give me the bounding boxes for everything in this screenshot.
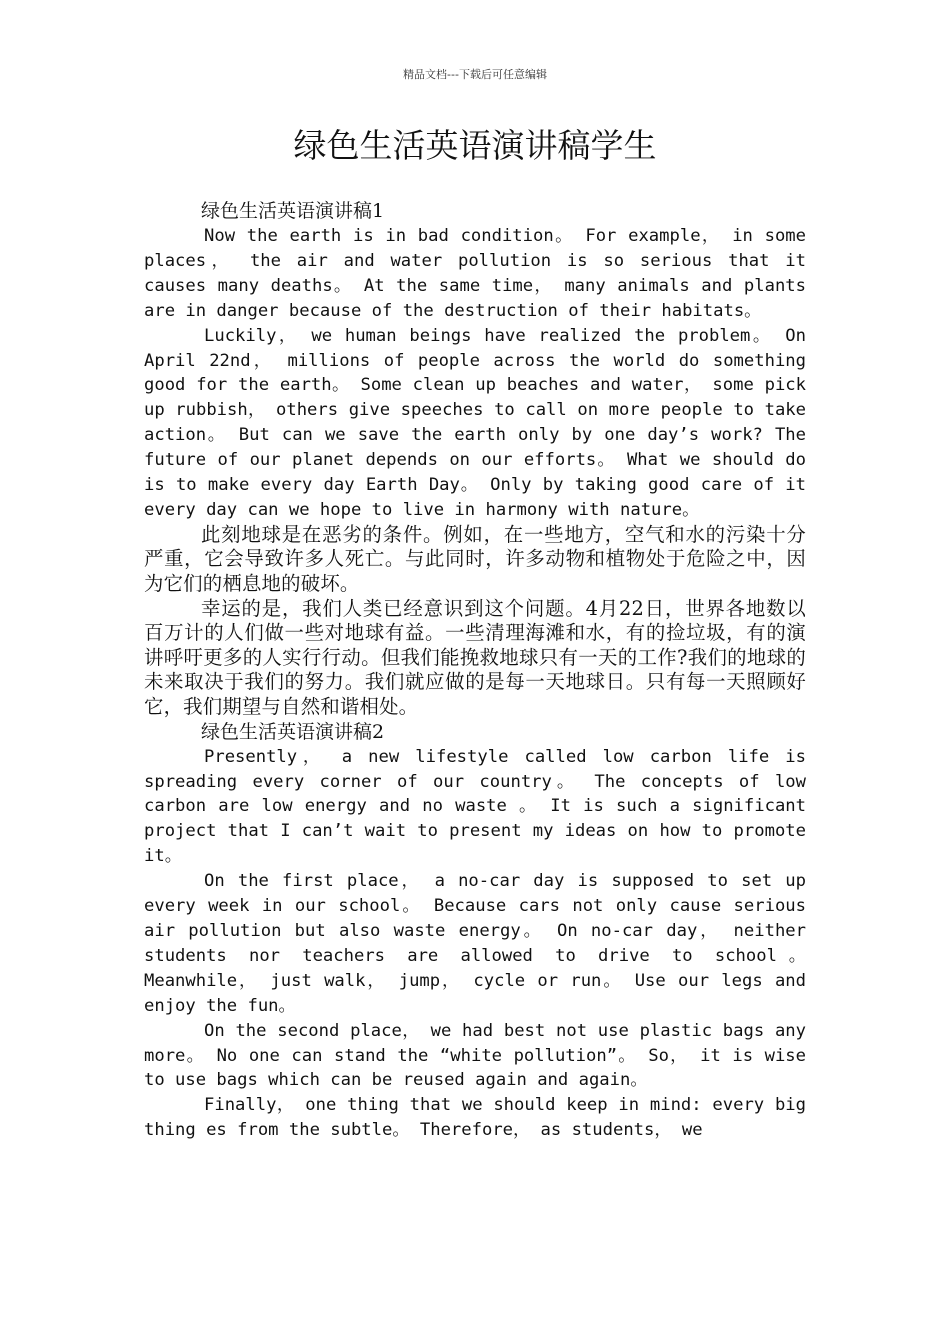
speech-1-zh-paragraph-1: 此刻地球是在恶劣的条件。例如，在一些地方，空气和水的污染十分严重，它会导致许多人死亡。与此同时，许多动物和植物处于危险之中，因为它们的栖息地的破坏。 xyxy=(144,522,806,596)
document-title: 绿色生活英语演讲稿学生 xyxy=(293,126,657,165)
speech-2-en-paragraph-3: On the second place， we had best not use plastic bags any more。 No one can stand the “white pollution”。 So， it is wise to use bags which can be reused again and again。 xyxy=(144,1020,806,1091)
speech-1-zh-paragraph-2: 幸运的是，我们人类已经意识到这个问题。4月22日，世界各地数以百万计的人们做一些对地球有益。一些清理海滩和水，有的捡垃圾，有的演讲呼吁更多的人实行行动。但我们能挽救地球只有一天的工作?我们的地球的未来取决于我们的努力。我们就应做的是每一天地球日。只有每一天照顾好它，我们期望与自然和谐相处。 xyxy=(144,596,806,719)
speech-1-heading: 绿色生活英语演讲稿1 xyxy=(201,200,385,222)
speech-1-en-paragraph-2: Luckily， we human beings have realized the problem。 On April 22nd， millions of people across the world do something good for the earth。 Some clean up beaches and water， some pick up rubbish， others give speeches to call on more people to take action。 But can we save the earth only by one day’s work? The future of our planet depends on our efforts。 What we should do is to make every day Earth Day。 Only by taking good care of it every day can we hope to live in harmony with nature。 xyxy=(144,325,806,520)
speech-2-en-paragraph-1: Presently， a new lifestyle called low carbon life is spreading every corner of our country。 The concepts of low carbon are low energy and no waste 。 It is such a significant project that I can’t wait to present my ideas on how to promote it。 xyxy=(144,746,806,867)
speech-2-en-paragraph-2: On the first place， a no-car day is supposed to set up every week in our school。 Because cars not only cause serious air pollution but also waste energy。 On no-car day， neither students nor teachers are allowed to drive to school。 Meanwhile， just walk， jump， cycle or run。 Use our legs and enjoy the fun。 xyxy=(144,871,806,1016)
speech-1-en-paragraph-1: Now the earth is in bad condition。 For example， in some places， the air and water pollution is so serious that it causes many deaths。 At the same time， many animals and plants are in danger because of the destruction of their habitats。 xyxy=(144,226,806,321)
speech-2-en-paragraph-4: Finally， one thing that we should keep in mind: every big thing es from the subtle。 Therefore， as students， we xyxy=(144,1095,806,1141)
speech-2-heading: 绿色生活英语演讲稿2 xyxy=(201,720,385,743)
document-body xyxy=(144,199,806,1223)
header-note: 精品文档---下载后可任意编辑 xyxy=(403,68,547,81)
